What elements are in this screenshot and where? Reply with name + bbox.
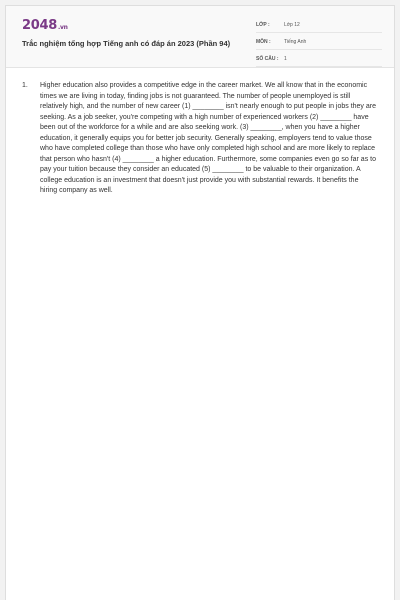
- meta-row-question-count: [256, 52, 382, 67]
- document-content: [22, 81, 380, 197]
- meta-value: Tiếng Anh: [284, 39, 307, 45]
- meta-label: LỚP :: [256, 22, 270, 28]
- meta-label: MÔN :: [256, 39, 271, 45]
- meta-info: [256, 18, 382, 67]
- logo-main: 2048: [22, 18, 57, 33]
- document-header: [6, 6, 394, 68]
- site-logo[interactable]: [22, 18, 68, 33]
- meta-value: 1: [284, 56, 287, 62]
- question-item: [22, 81, 380, 197]
- meta-value: Lớp 12: [284, 22, 300, 28]
- document-title: Trắc nghiệm tổng hợp Tiếng anh có đáp án 2023 (Phần 94): [22, 39, 231, 48]
- meta-row-class: [256, 18, 382, 33]
- question-passage: Higher education also provides a competitive edge in the career market. We all know that in the economic times we are living in today, finding jobs is not guaranteed. The number of people unemployed is still relatively high, and the number of new career (1) ________ isn't nearly enough to put people in jobs they are seeking. As a job seeker, you're competing with a high number of experienced workers (2) ________ have been out of the workforce for a while and are also seeking work. (3) ________, when you have a higher education, it generally equips you for better job security. Generally speaking, employers tend to value those who have completed college than those who have only completed high school and are more likely to replace that person who hasn't (4) ________ a higher education. Furthermore, some companies even go so far as to pay your tuition because they consider an educated (5) ________ to be valuable to their organization. A college education is an investment that doesn't just provide you with substantial rewards. It benefits the hiring company as well.: [40, 82, 376, 194]
- meta-label: SỐ CÂU :: [256, 56, 279, 62]
- meta-row-subject: [256, 35, 382, 50]
- question-number: 1.: [22, 82, 28, 89]
- logo-tld: .vn: [57, 24, 68, 31]
- document-sheet: [5, 5, 395, 600]
